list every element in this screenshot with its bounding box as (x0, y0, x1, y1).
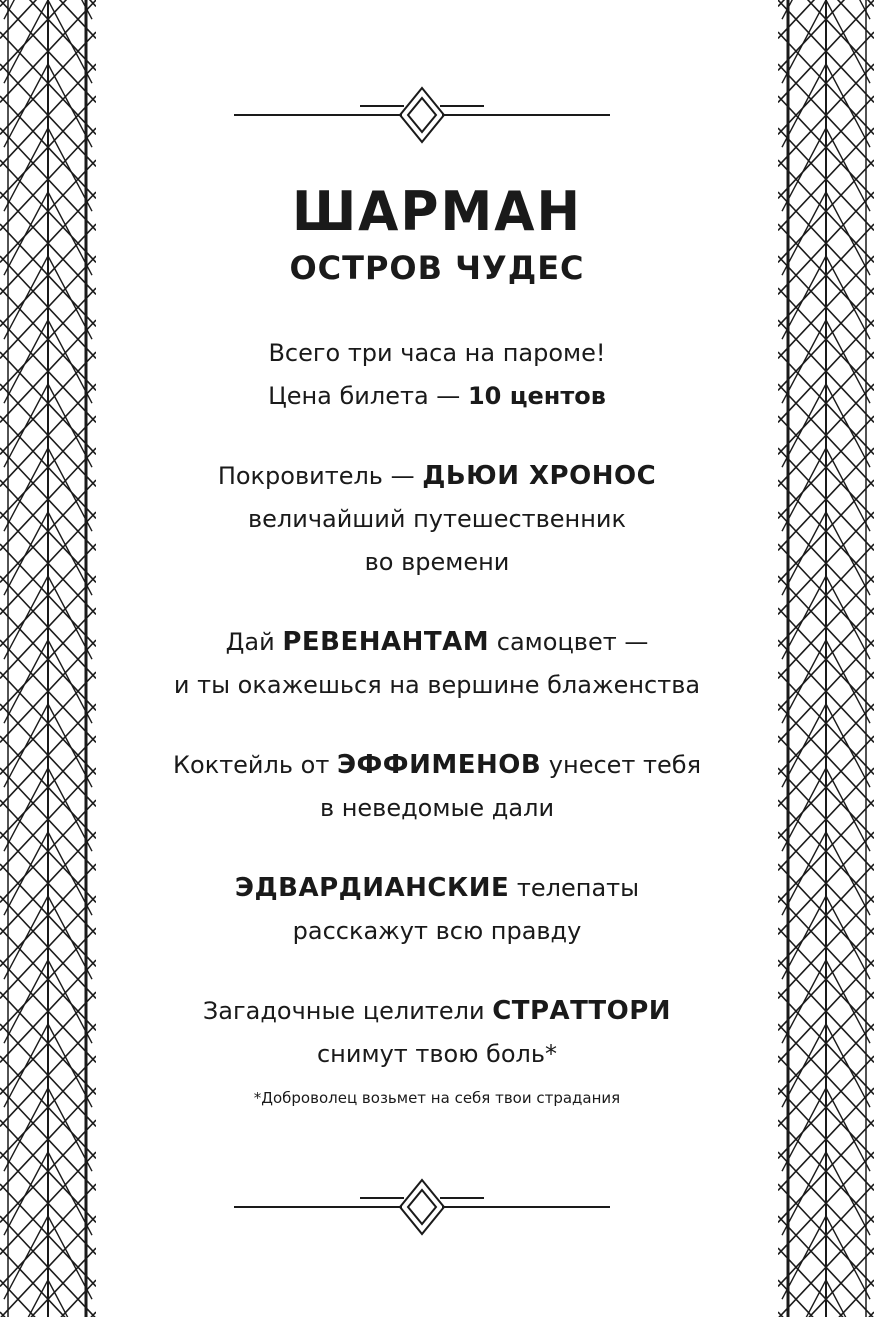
healer-line-1 (110, 990, 764, 1033)
border-lattice-line (4, 192, 48, 275)
cocktail-prefix: Коктейль от (172, 751, 337, 779)
border-lattice-line (826, 512, 870, 595)
telepath-line-1 (110, 867, 764, 910)
border-lattice-line (826, 256, 870, 339)
patron-line-3: во времени (364, 548, 510, 576)
border-lattice-line (4, 0, 48, 83)
healer-line-2: снимут твою боль* (316, 1040, 557, 1068)
cocktail-block (110, 744, 764, 830)
border-lattice-line (826, 1088, 870, 1171)
border-lattice-line (826, 640, 870, 723)
border-lattice-line (4, 448, 48, 531)
border-lattice-line (826, 704, 870, 787)
telepath-line-2: расскажут всю правду (292, 917, 582, 945)
border-lattice-line (4, 704, 48, 787)
telepath-block (110, 867, 764, 953)
border-lattice-line (4, 1152, 48, 1235)
border-lattice-line (4, 256, 48, 339)
border-lattice-line (4, 960, 48, 1043)
footnote: *Доброволец возьмет на себя твои страдания (253, 1089, 621, 1107)
gem-name: РЕВЕНАНТАМ (282, 627, 490, 657)
patron-label: Покровитель — (217, 462, 423, 490)
patron-line-1 (110, 455, 764, 498)
border-lattice-line (4, 576, 48, 659)
announcement-body (110, 180, 764, 1123)
left-decorative-border (0, 0, 96, 1317)
border-lattice-line (826, 448, 870, 531)
border-lattice-line (826, 192, 870, 275)
patron-name: ДЬЮИ ХРОНОС (422, 461, 657, 491)
ticket-price: 10 центов (467, 382, 606, 410)
border-lattice-line (4, 768, 48, 851)
healer-block (110, 990, 764, 1076)
cocktail-suffix: унесет тебя (541, 751, 702, 779)
border-lattice-line (4, 640, 48, 723)
cocktail-line-1 (110, 744, 764, 787)
healer-prefix: Загадочные целители (202, 997, 493, 1025)
border-lattice-line (826, 384, 870, 467)
border-lattice-line (826, 576, 870, 659)
subtitle: ОСТРОВ ЧУДЕС (289, 249, 585, 287)
top-ornament-divider (232, 86, 612, 146)
title: ШАРМАН (291, 180, 583, 244)
gem-line-1 (110, 621, 764, 664)
ferry-block (110, 332, 764, 418)
border-lattice-line (4, 128, 48, 211)
cocktail-name: ЭФФИМЕНОВ (336, 750, 542, 780)
telepath-suffix: телепаты (509, 874, 640, 902)
border-lattice-line (826, 128, 870, 211)
border-lattice-line (4, 64, 48, 147)
border-lattice-line (826, 320, 870, 403)
border-lattice-line (4, 1216, 48, 1299)
gem-line-2: и ты окажешься на вершине блаженства (173, 671, 701, 699)
border-lattice-line (4, 512, 48, 595)
border-lattice-line (826, 1216, 870, 1299)
bottom-ornament-divider (232, 1178, 612, 1238)
border-lattice-line (826, 768, 870, 851)
border-lattice-line (826, 832, 870, 915)
border-lattice-line (826, 896, 870, 979)
border-lattice-line (4, 1024, 48, 1107)
border-lattice-line (826, 0, 870, 83)
ferry-line-2 (110, 375, 764, 418)
cocktail-line-2: в неведомые дали (319, 794, 555, 822)
border-lattice-line (4, 320, 48, 403)
right-decorative-border (778, 0, 874, 1317)
healer-name: СТРАТТОРИ (492, 996, 672, 1026)
patron-line-2: величайший путешественник (247, 505, 627, 533)
border-lattice-line (4, 384, 48, 467)
border-lattice-line (4, 832, 48, 915)
border-lattice-line (826, 64, 870, 147)
telepath-name: ЭДВАРДИАНСКИЕ (234, 873, 510, 903)
border-lattice-line (826, 1024, 870, 1107)
border-lattice-line (826, 1152, 870, 1235)
gem-block (110, 621, 764, 707)
gem-suffix: самоцвет — (489, 628, 649, 656)
border-lattice-line (826, 960, 870, 1043)
border-lattice-line (4, 1088, 48, 1171)
ticket-price-label: Цена билета — (268, 382, 468, 410)
border-lattice-line (4, 896, 48, 979)
ferry-line-1: Всего три часа на пароме! (268, 339, 606, 367)
gem-prefix: Дай (225, 628, 283, 656)
patron-block (110, 455, 764, 584)
